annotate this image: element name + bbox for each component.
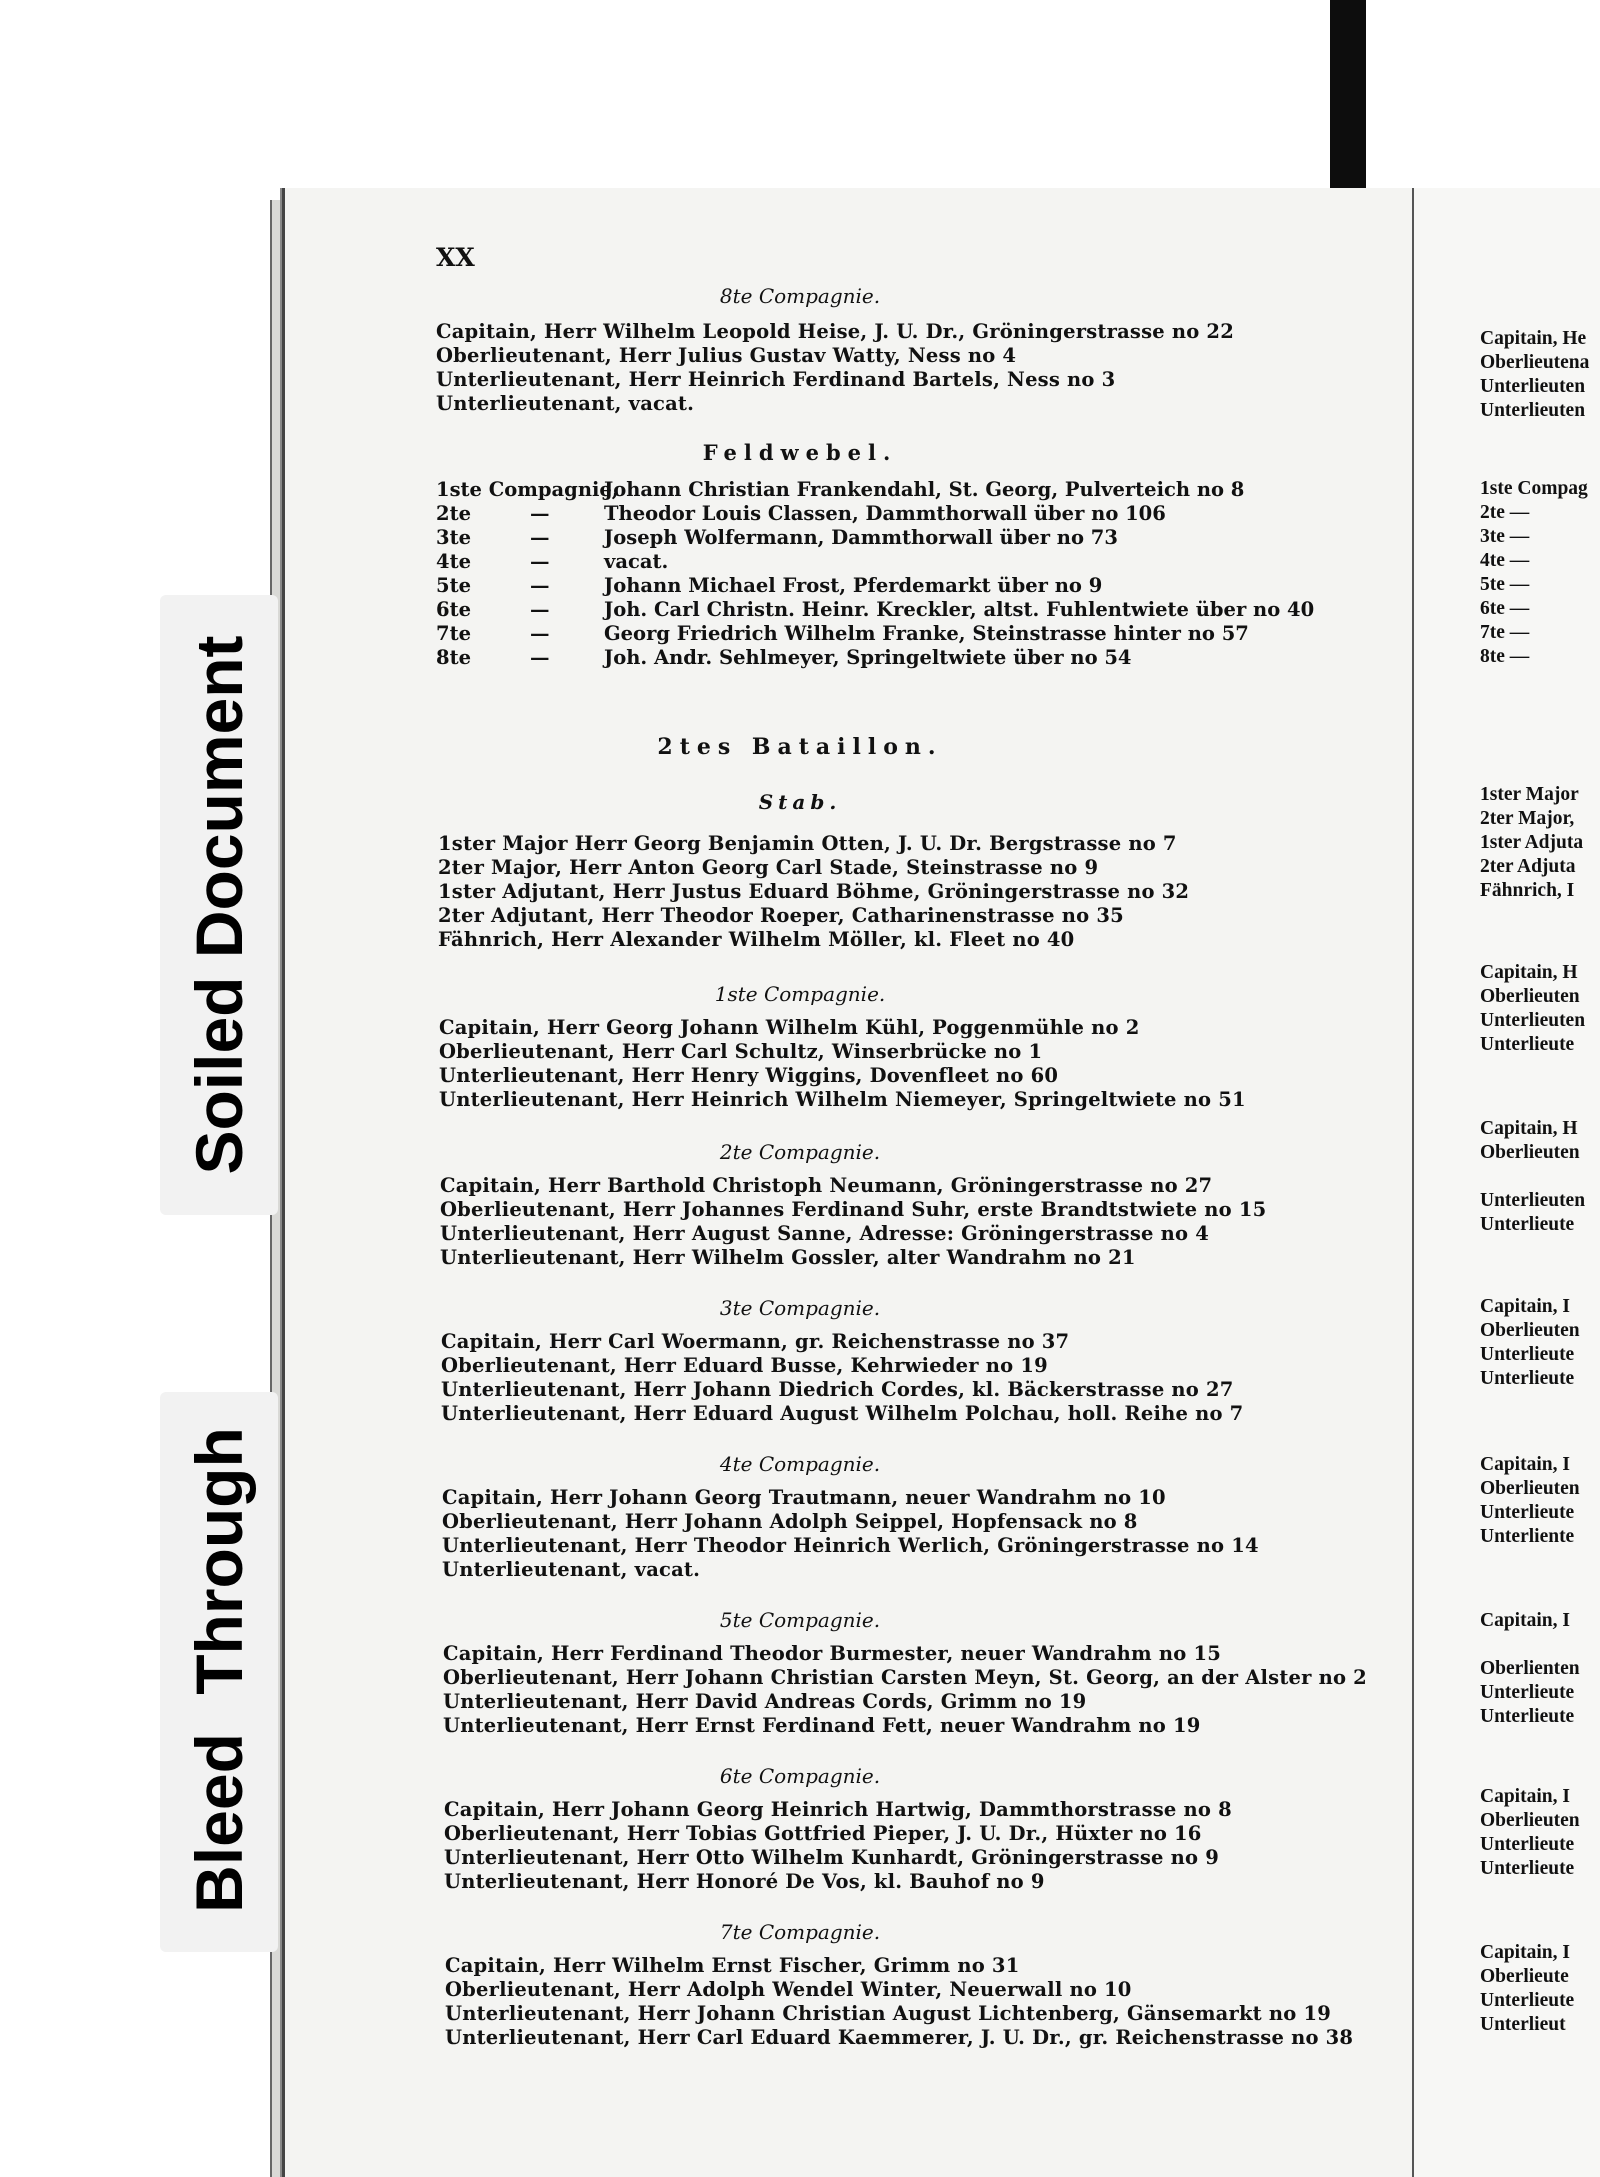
- list-item: Capitain, Herr Johann Georg Trautmann, neuer Wandrahm no 10: [442, 1486, 1166, 1509]
- adjacent-page-text: Oberlieute: [1480, 1966, 1569, 1987]
- adjacent-page-text: Unterlieute: [1480, 1214, 1575, 1235]
- list-item: Unterlieutenant, vacat.: [436, 392, 695, 415]
- adjacent-page-text: 2ter Major,: [1480, 808, 1575, 829]
- list-item: Unterlieutenant, Herr Eduard August Wilhelm Polchau, holl. Reihe no 7: [441, 1402, 1244, 1425]
- adjacent-page-text: Unterlieute: [1480, 1502, 1575, 1523]
- adjacent-page-text: Oberlieutena: [1480, 352, 1590, 373]
- adjacent-page-text: 4te —: [1480, 550, 1530, 571]
- soiled-document-label: [160, 595, 278, 1215]
- adjacent-page-text: Capitain, He: [1480, 328, 1587, 349]
- adjacent-page-text: Unterliente: [1480, 1526, 1575, 1547]
- feldwebel-dash: —: [530, 526, 550, 549]
- section-heading-3te: 3te Compagnie.: [719, 1296, 881, 1320]
- adjacent-page-text: 1ster Adjuta: [1480, 832, 1584, 853]
- section-heading-5te: 5te Compagnie.: [719, 1608, 881, 1632]
- list-item: Capitain, Herr Georg Johann Wilhelm Kühl, Poggenmühle no 2: [439, 1016, 1140, 1039]
- list-item: Capitain, Herr Barthold Christoph Neumann, Gröningerstrasse no 27: [440, 1174, 1213, 1197]
- feldwebel-rank: 7te: [436, 622, 471, 645]
- list-item: Capitain, Herr Johann Georg Heinrich Hartwig, Dammthorstrasse no 8: [444, 1798, 1232, 1821]
- adjacent-page-text: Unterlieute: [1480, 1858, 1575, 1879]
- adjacent-page-text: Unterlieuten: [1480, 1190, 1586, 1211]
- list-item: Oberlieutenant, Herr Carl Schultz, Winserbrücke no 1: [439, 1040, 1043, 1063]
- list-item: 2ter Adjutant, Herr Theodor Roeper, Catharinenstrasse no 35: [438, 904, 1124, 927]
- adjacent-page-text: 7te —: [1480, 622, 1530, 643]
- page-number: XX: [436, 243, 475, 272]
- list-item: Oberlieutenant, Herr Adolph Wendel Winter, Neuerwall no 10: [445, 1978, 1132, 2001]
- list-item: Unterlieutenant, Herr Carl Eduard Kaemmerer, J. U. Dr., gr. Reichenstrasse no 38: [445, 2026, 1354, 2049]
- section-heading-6te: 6te Compagnie.: [719, 1764, 881, 1788]
- list-item: Unterlieutenant, Herr Heinrich Ferdinand Bartels, Ness no 3: [436, 368, 1116, 391]
- list-item: Unterlieutenant, vacat.: [442, 1558, 701, 1581]
- adjacent-page-text: Capitain, I: [1480, 1942, 1570, 1963]
- feldwebel-name: Johann Christian Frankendahl, St. Georg, Pulverteich no 8: [604, 478, 1245, 501]
- adjacent-page-text: Unterlieut: [1480, 2014, 1566, 2035]
- list-item: Capitain, Herr Carl Woermann, gr. Reichenstrasse no 37: [441, 1330, 1070, 1353]
- adjacent-page-text: Oberlieuten: [1480, 1810, 1580, 1831]
- adjacent-page-text: Unterlieute: [1480, 1706, 1575, 1727]
- feldwebel-rank: 8te: [436, 646, 471, 669]
- adjacent-page-text: 2te —: [1480, 502, 1530, 523]
- list-item: Unterlieutenant, Herr Johann Diedrich Cordes, kl. Bäckerstrasse no 27: [441, 1378, 1234, 1401]
- section-heading-feldwebel: Feldwebel.: [702, 440, 898, 465]
- adjacent-page-text: Capitain, I: [1480, 1786, 1570, 1807]
- list-item: Capitain, Herr Wilhelm Leopold Heise, J. U. Dr., Gröningerstrasse no 22: [436, 320, 1234, 343]
- list-item: Fähnrich, Herr Alexander Wilhelm Möller, kl. Fleet no 40: [438, 928, 1075, 951]
- feldwebel-rank: 5te: [436, 574, 471, 597]
- list-item: Oberlieutenant, Herr Johann Christian Carsten Meyn, St. Georg, an der Alster no 2: [443, 1666, 1367, 1689]
- adjacent-page-text: Oberlieuten: [1480, 986, 1580, 1007]
- adjacent-page-text: Capitain, H: [1480, 1118, 1578, 1139]
- adjacent-page-text: Oberlienten: [1480, 1658, 1580, 1679]
- adjacent-page-text: Capitain, I: [1480, 1610, 1570, 1631]
- feldwebel-dash: —: [530, 574, 550, 597]
- adjacent-page-text: 1ster Major: [1480, 784, 1579, 805]
- section-heading-stab: Stab.: [758, 790, 842, 814]
- list-item: Unterlieutenant, Herr Honoré De Vos, kl. Bauhof no 9: [444, 1870, 1045, 1893]
- adjacent-page-text: Unterlieute: [1480, 1834, 1575, 1855]
- feldwebel-dash: —: [530, 598, 550, 621]
- adjacent-page-text: Capitain, H: [1480, 962, 1578, 983]
- feldwebel-dash: —: [530, 550, 550, 573]
- adjacent-page-text: 5te —: [1480, 574, 1530, 595]
- list-item: Unterlieutenant, Herr August Sanne, Adresse: Gröningerstrasse no 4: [440, 1222, 1209, 1245]
- section-heading-2te: 2te Compagnie.: [719, 1140, 881, 1164]
- adjacent-page-text: Unterlieute: [1480, 1368, 1575, 1389]
- section-heading-8te: 8te Compagnie.: [719, 284, 881, 308]
- feldwebel-rank: 3te: [436, 526, 471, 549]
- adjacent-page-text: Capitain, I: [1480, 1296, 1570, 1317]
- adjacent-page-text: Unterlieute: [1480, 1990, 1575, 2011]
- feldwebel-rank: 6te: [436, 598, 471, 621]
- feldwebel-name: Johann Michael Frost, Pferdemarkt über no 9: [604, 574, 1103, 597]
- feldwebel-name: Joh. Andr. Sehlmeyer, Springeltwiete über no 54: [604, 646, 1132, 669]
- list-item: 2ter Major, Herr Anton Georg Carl Stade, Steinstrasse no 9: [438, 856, 1099, 879]
- feldwebel-rank: 2te: [436, 502, 471, 525]
- list-item: Oberlieutenant, Herr Johannes Ferdinand Suhr, erste Brandtstwiete no 15: [440, 1198, 1267, 1221]
- list-item: Unterlieutenant, Herr Wilhelm Gossler, alter Wandrahm no 21: [440, 1246, 1136, 1269]
- feldwebel-name: Joh. Carl Christn. Heinr. Kreckler, altst. Fuhlentwiete über no 40: [604, 598, 1315, 621]
- list-item: Unterlieutenant, Herr Otto Wilhelm Kunhardt, Gröningerstrasse no 9: [444, 1846, 1219, 1869]
- section-heading-4te: 4te Compagnie.: [719, 1452, 881, 1476]
- feldwebel-rank: 4te: [436, 550, 471, 573]
- adjacent-page-text: Unterlieute: [1480, 1034, 1575, 1055]
- list-item: 1ster Major Herr Georg Benjamin Otten, J. U. Dr. Bergstrasse no 7: [438, 832, 1177, 855]
- list-item: Capitain, Herr Ferdinand Theodor Burmester, neuer Wandrahm no 15: [443, 1642, 1221, 1665]
- adjacent-page-text: Oberlieuten: [1480, 1320, 1580, 1341]
- list-item: Unterlieutenant, Herr Theodor Heinrich Werlich, Gröningerstrasse no 14: [442, 1534, 1259, 1557]
- section-heading-bataillon: 2tes Bataillon.: [657, 734, 943, 760]
- list-item: Oberlieutenant, Herr Tobias Gottfried Pieper, J. U. Dr., Hüxter no 16: [444, 1822, 1202, 1845]
- adjacent-page-text: 3te —: [1480, 526, 1530, 547]
- feldwebel-name: Joseph Wolfermann, Dammthorwall über no 73: [604, 526, 1118, 549]
- soiled-label-text: Soiled Document: [182, 635, 256, 1175]
- adjacent-page-text: Unterlieuten: [1480, 1010, 1586, 1031]
- list-item: Unterlieutenant, Herr Johann Christian August Lichtenberg, Gänsemarkt no 19: [445, 2002, 1331, 2025]
- list-item: Unterlieutenant, Herr Henry Wiggins, Dovenfleet no 60: [439, 1064, 1059, 1087]
- bleed-through-label: [160, 1392, 278, 1952]
- feldwebel-dash: —: [530, 646, 550, 669]
- adjacent-page-text: Capitain, I: [1480, 1454, 1570, 1475]
- feldwebel-rank: 1ste Compagnie,: [436, 478, 619, 501]
- adjacent-page-text: 1ste Compag: [1480, 478, 1588, 499]
- adjacent-page-text: Unterlieute: [1480, 1682, 1575, 1703]
- feldwebel-dash: —: [530, 622, 550, 645]
- list-item: Oberlieutenant, Herr Johann Adolph Seippel, Hopfensack no 8: [442, 1510, 1138, 1533]
- section-heading-1ste: 1ste Compagnie.: [714, 982, 886, 1006]
- adjacent-page-text: Fähnrich, I: [1480, 880, 1575, 901]
- adjacent-page-text: 6te —: [1480, 598, 1530, 619]
- scanner-edge: [1330, 0, 1366, 190]
- list-item: Oberlieutenant, Herr Julius Gustav Watty, Ness no 4: [436, 344, 1017, 367]
- list-item: Capitain, Herr Wilhelm Ernst Fischer, Grimm no 31: [445, 1954, 1020, 1977]
- feldwebel-name: vacat.: [604, 550, 669, 573]
- adjacent-page-text: 2ter Adjuta: [1480, 856, 1576, 877]
- list-item: Unterlieutenant, Herr Ernst Ferdinand Fett, neuer Wandrahm no 19: [443, 1714, 1201, 1737]
- adjacent-page-text: Unterlieuten: [1480, 376, 1586, 397]
- bleed-label-text: Bleed Through: [182, 1427, 256, 1913]
- list-item: Unterlieutenant, Herr David Andreas Cords, Grimm no 19: [443, 1690, 1087, 1713]
- adjacent-page-text: Oberlieuten: [1480, 1142, 1580, 1163]
- feldwebel-name: Georg Friedrich Wilhelm Franke, Steinstrasse hinter no 57: [604, 622, 1249, 645]
- adjacent-page-text: 8te —: [1480, 646, 1530, 667]
- adjacent-page-text: Unterlieute: [1480, 1344, 1575, 1365]
- feldwebel-dash: —: [530, 502, 550, 525]
- section-heading-7te: 7te Compagnie.: [719, 1920, 881, 1944]
- list-item: 1ster Adjutant, Herr Justus Eduard Böhme, Gröningerstrasse no 32: [438, 880, 1190, 903]
- feldwebel-name: Theodor Louis Classen, Dammthorwall über no 106: [604, 502, 1166, 525]
- list-item: Unterlieutenant, Herr Heinrich Wilhelm Niemeyer, Springeltwiete no 51: [439, 1088, 1246, 1111]
- list-item: Oberlieutenant, Herr Eduard Busse, Kehrwieder no 19: [441, 1354, 1048, 1377]
- adjacent-page-text: Unterlieuten: [1480, 400, 1586, 421]
- adjacent-page-text: Oberlieuten: [1480, 1478, 1580, 1499]
